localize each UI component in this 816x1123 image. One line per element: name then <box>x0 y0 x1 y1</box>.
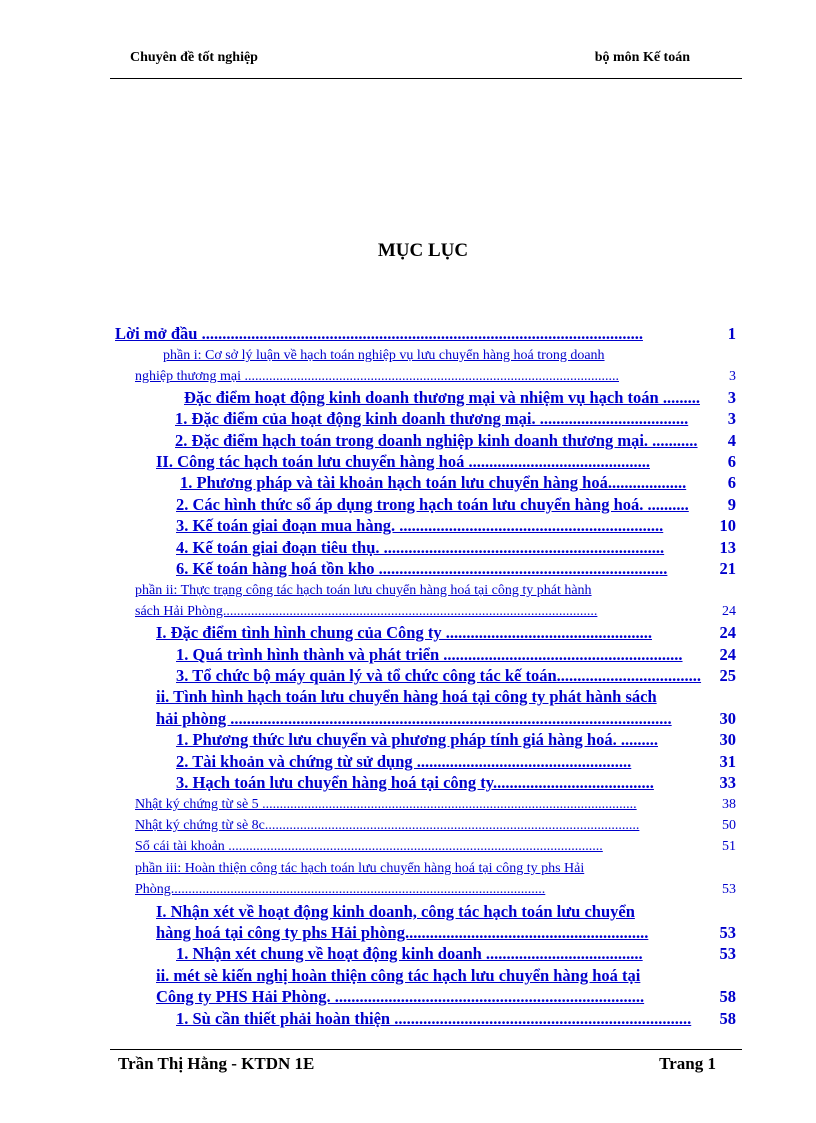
toc-entry[interactable]: Đặc điểm hoạt động kinh doanh thương mại và nhiệm vụ hạch toán ......... 3 <box>184 388 736 407</box>
footer-page-number: Trang 1 <box>659 1054 716 1073</box>
toc-entry[interactable]: Sổ cái tài khoản ........................................................................................................... 51 <box>135 837 736 857</box>
header-department: bộ môn Kế toán <box>594 50 690 65</box>
toc-entry[interactable]: ii. mét sè kiến nghị hoàn thiện công tác hạch lưu chuyển hàng hoá tại <box>156 966 641 985</box>
toc-entry[interactable]: 1. Nhận xét chung về hoạt động kinh doanh ...................................... 53 <box>176 944 736 963</box>
toc-entry[interactable]: 3. Kế toán giai đoạn mua hàng. ................................................................ 10 <box>176 516 736 535</box>
header-subject: Chuyên đề tốt nghiệp <box>130 50 258 65</box>
toc-entry[interactable]: 1. Phương pháp và tài khoản hạch toán lưu chuyển hàng hoá................... 6 <box>180 473 736 492</box>
toc-entry[interactable]: 6. Kế toán hàng hoá tồn kho ...................................................................... 21 <box>176 559 736 578</box>
toc-entry[interactable]: phần i: Cơ sở lý luận về hạch toán nghiệp vụ lưu chuyển hàng hoá trong doanh <box>163 348 605 363</box>
toc-entry[interactable]: Công ty PHS Hải Phòng. ........................................................................... 58 <box>156 987 736 1006</box>
toc-entry[interactable]: sách Hải Phòng........................................................................................................... 24 <box>135 602 736 622</box>
toc-entry[interactable]: I. Đặc điểm tình hình chung của Công ty .................................................. 24 <box>156 623 736 642</box>
toc-entry[interactable]: Nhật ký chứng từ sè 5 ........................................................................................................... 38 <box>135 795 736 815</box>
toc-entry[interactable]: II. Công tác hạch toán lưu chuyển hàng hoá ............................................ 6 <box>156 452 736 471</box>
page-header <box>110 50 742 79</box>
toc-entry[interactable]: hải phòng ........................................................................................................... 30 <box>156 709 736 728</box>
toc-entry[interactable]: phần ii: Thực trạng công tác hạch toán lưu chuyển hàng hoá tại công ty phát hành <box>135 583 592 598</box>
page-footer <box>110 1049 742 1090</box>
toc-entry[interactable]: 2. Tài khoản và chứng từ sử dụng .................................................... 31 <box>176 752 736 771</box>
toc-entry[interactable]: 3. Hạch toán lưu chuyển hàng hoá tại công ty....................................... 33 <box>176 773 736 792</box>
toc-entry[interactable]: 1. Phương thức lưu chuyển và phương pháp tính giá hàng hoá. ......... 30 <box>176 730 736 749</box>
toc-entry[interactable]: 2. Các hình thức sổ áp dụng trong hạch toán lưu chuyển hàng hoá. .......... 9 <box>176 495 736 514</box>
toc-entry[interactable]: 4. Kế toán giai đoạn tiêu thụ. .................................................................... 13 <box>176 538 736 557</box>
toc-entry[interactable]: ii. Tình hình hạch toán lưu chuyển hàng hoá tại công ty phát hành sách <box>156 687 657 706</box>
footer-author: Trần Thị Hằng - KTDN 1E <box>118 1054 315 1073</box>
toc-entry[interactable]: nghiệp thương mại ........................................................................................................... 3 <box>135 367 736 387</box>
toc-entry[interactable]: 3. Tổ chức bộ máy quản lý và tổ chức công tác kế toán................................... 25 <box>176 666 736 685</box>
toc-title: MỤC LỤC <box>377 240 469 261</box>
toc-entry[interactable]: Nhật ký chứng từ sè 8c........................................................................................................... 50 <box>135 816 736 836</box>
toc-entry[interactable]: Lời mở đầu ........................................................................................................... 1 <box>115 324 736 343</box>
toc-entry[interactable]: Phòng........................................................................................................... 53 <box>135 880 736 900</box>
toc-entry[interactable]: hàng hoá tại công ty phs Hải phòng........................................................... 53 <box>156 923 736 942</box>
toc-entry[interactable]: phần iii: Hoàn thiện công tác hạch toán lưu chuyển hàng hoá tại công ty phs Hải <box>135 861 585 876</box>
toc-entry[interactable]: 1. Sù cần thiết phải hoàn thiện ........................................................................ 58 <box>176 1009 736 1028</box>
toc-entry[interactable]: 1. Quá trình hình thành và phát triển .......................................................... 24 <box>176 645 736 664</box>
toc-entry[interactable]: 2. Đặc điểm hạch toán trong doanh nghiệp kinh doanh thương mại. ........... 4 <box>175 431 736 450</box>
toc-entry[interactable]: 1. Đặc điểm của hoạt động kinh doanh thương mại. .................................... 3 <box>175 409 736 428</box>
toc-entry[interactable]: I. Nhận xét về hoạt động kinh doanh, công tác hạch toán lưu chuyển <box>156 902 635 921</box>
